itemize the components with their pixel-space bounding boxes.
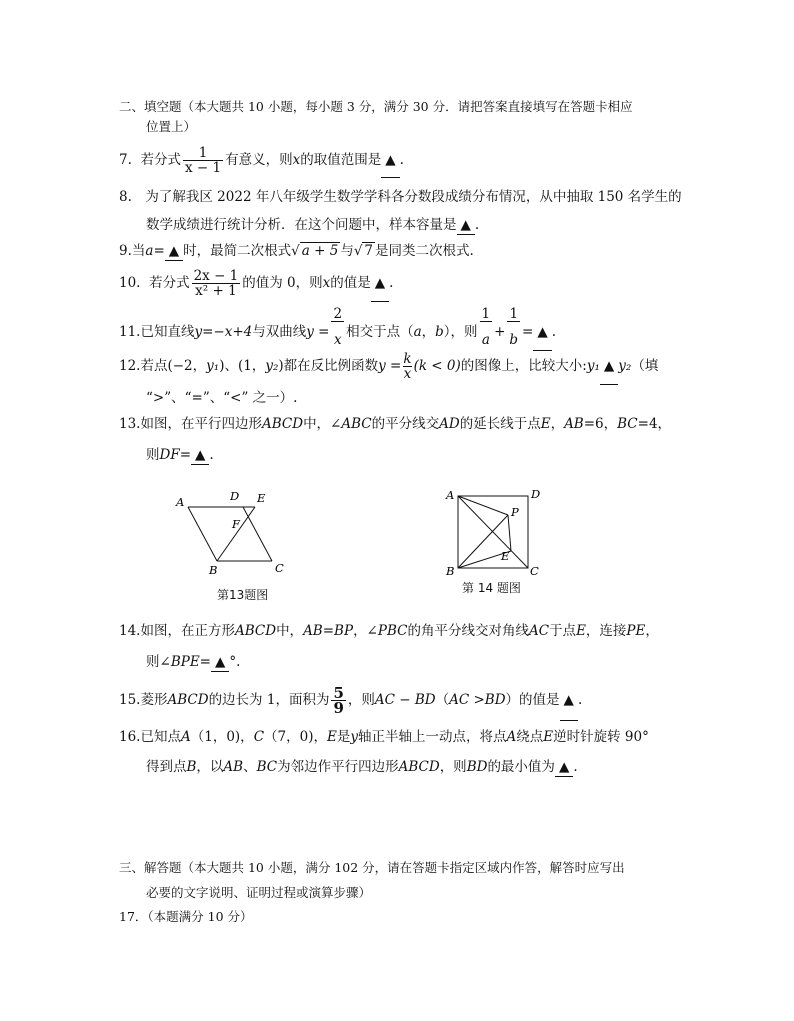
question-12-line-2: “>”、“=”、“<” 之一）. bbox=[146, 390, 298, 406]
answer-blank[interactable]: ▲ bbox=[371, 265, 389, 302]
fig13-label-b: B bbox=[209, 563, 218, 577]
answer-blank[interactable]: ▲ bbox=[381, 143, 399, 178]
figure-13-caption: 第13题图 bbox=[217, 588, 269, 602]
question-11: 11.已知直线y=−x+4与双曲线y = $\frac{2}{x}$ 相交于点（a，b），则 $\frac{1}{a}$ + $\frac{1}{b}$ = ▲ . bbox=[119, 307, 556, 343]
fig14-label-b: B bbox=[446, 564, 455, 578]
question-14-line-2: 则∠BPE= ▲ °. bbox=[146, 654, 241, 670]
answer-blank[interactable]: ▲ bbox=[555, 758, 573, 777]
fig13-label-d: D bbox=[230, 489, 240, 503]
figure-13 bbox=[170, 486, 295, 581]
figure-14-caption: 第 14 题图 bbox=[462, 581, 521, 595]
question-9: 9.当a= ▲ 时，最简二次根式√ a + 5 与√ 7 是同类二次根式. bbox=[119, 243, 474, 259]
question-7: 7. 若分式 $\frac{1}{x - 1}$ 有意义，则x的取值范围是 ▲ . bbox=[119, 145, 404, 176]
fig13-label-f: F bbox=[232, 517, 240, 531]
section-2-title-continued: 位置上） bbox=[146, 119, 197, 134]
answer-blank[interactable]: ▲ bbox=[533, 314, 551, 351]
answer-blank[interactable]: ▲ bbox=[165, 242, 183, 261]
question-16-line-2: 得到点B，以AB、BC为邻边作平行四边形ABCD，则BD的最小值为 ▲ . bbox=[146, 759, 578, 775]
fig13-label-e: E bbox=[257, 491, 266, 505]
fig14-label-e: E bbox=[501, 549, 510, 563]
answer-blank[interactable]: ▲ bbox=[211, 653, 229, 672]
answer-blank[interactable]: ▲ bbox=[560, 680, 578, 721]
fig13-label-a: A bbox=[176, 495, 185, 509]
fig14-label-d: D bbox=[531, 487, 541, 501]
fig14-label-p: P bbox=[511, 505, 519, 519]
question-17-label: 17．（本题满分 10 分） bbox=[119, 909, 253, 924]
question-15: 15.菱形ABCD的边长为 1，面积为 $\frac{5}{9}$ ，则AC − BD（AC >BD）的值是 ▲ . bbox=[119, 680, 582, 720]
question-13-line-2: 则DF= ▲ . bbox=[146, 447, 214, 463]
section-3-title-continued: 必要的文字说明、证明过程或演算步骤） bbox=[146, 885, 372, 900]
section-3-title: 三、解答题（本大题共 10 小题，满分 102 分，请在答题卡指定区域内作答，解答时应写出 bbox=[119, 860, 625, 875]
question-8-line-2: 数学成绩进行统计分析．在这个问题中，样本容量是 ▲ . bbox=[146, 217, 480, 233]
question-12-line-1: 12.若点(−2，y₁)、(1，y₂)都在反比例函数y = $\frac{k}{x}$ (k < 0)的图像上，比较大小:y₁ ▲ y₂（填 bbox=[119, 348, 658, 384]
answer-blank[interactable]: ▲ bbox=[191, 446, 209, 465]
section-2-title: 二、填空题（本大题共 10 小题，每小题 3 分，满分 30 分．请把答案直接填写在答题卡相应 bbox=[119, 99, 633, 114]
fig14-label-a: A bbox=[446, 488, 455, 502]
question-8-line-1: 8. 为了解我区 2022 年八年级学生数学学科各分数段成绩分布情况，从中抽取 150 名学生的 bbox=[119, 189, 682, 205]
q7-fraction: $\frac{1}{x - 1}$ bbox=[184, 145, 222, 176]
figure-14 bbox=[440, 485, 550, 580]
fig13-label-c: C bbox=[275, 561, 284, 575]
answer-blank[interactable]: ▲ bbox=[600, 348, 618, 385]
question-16-line-1: 16.已知点A（1，0)，C（7，0)，E是y轴正半轴上一动点，将点A绕点E逆时针旋转 90° bbox=[119, 729, 649, 745]
question-10: 10. 若分式 $\frac{2x - 1}{\text{x² + 1}}$ 的值为 0，则x的值是 ▲ . bbox=[119, 265, 393, 301]
answer-blank[interactable]: ▲ bbox=[457, 216, 475, 235]
question-13-line-1: 13.如图，在平行四边形ABCD中，∠ABC的平分线交AD的延长线于点E，AB=6，BC=4， bbox=[119, 416, 672, 432]
q10-fraction: $\frac{2x - 1}{\text{x² + 1}}$ bbox=[193, 268, 239, 299]
question-14-line-1: 14.如图，在正方形ABCD中，AB=BP，∠PBC的角平分线交对角线AC于点E，连接PE， bbox=[119, 623, 659, 639]
fig14-label-c: C bbox=[530, 564, 539, 578]
